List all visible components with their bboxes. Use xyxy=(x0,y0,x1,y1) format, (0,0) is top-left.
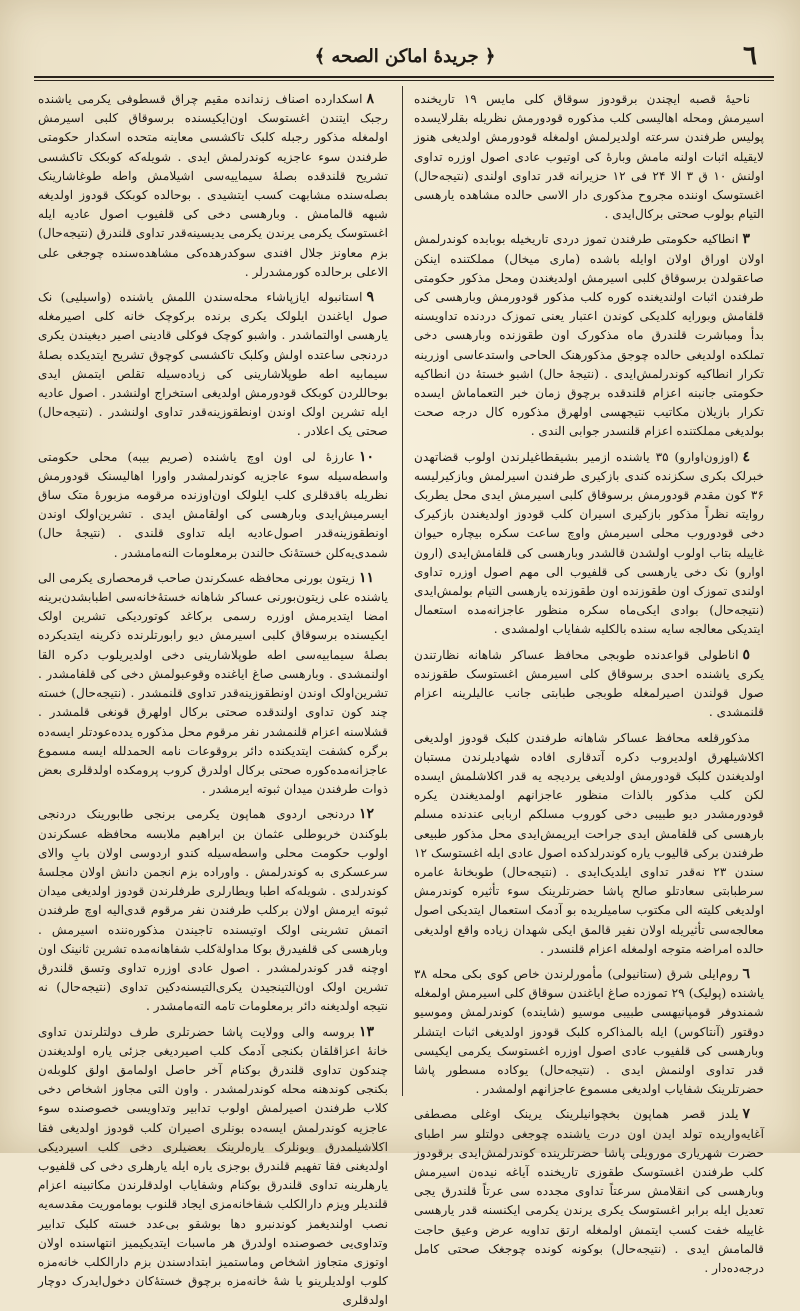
paragraph-text: دردنجی اردوی هماپون یکرمی برنجی طابورینک دردنجی بلوکندن خربوطلی عثمان بن ابراهیم ملابسه محافظه عسکرندن اولوب حکومت محلی واسطه‌سیله کندو اردوسی اولان بابِ والای سرعسکری به کوندرلمش . واوراده بزم انجمن دانش اولان مجلسهٔ کوندرلدی . شویله‌که اطبا ویطارلری طرفلرندن قودوز اولدیغی میدان ثبوته ایرمش اولان برکلب طرفندن نفر مرقوم قدی‌الیه اوچ طرفندن اتمش تشرینی اولک اوتیسنده تاجیندن مذکوره‌ننده اسیرمش . وبارهسی کی قلفیدرق بوکا مداولة‌کلب شفاهانه‌مده تشرین ثانینک اون اوچنه‌ قدر کوندرلمشدر . اصول عادی اوزره تداوی وتسق قلندرق تشرین اولک اون‌التینجیدن یکری‌التیسنه‌دکین تداوی (نتیجه‌حال) نه نتیجه اولدیغنه دائر برمعلومات تامه الته‌مامشدر . xyxy=(38,807,388,1014)
item-number: ٦ xyxy=(742,965,750,982)
paragraph-text: روم‌ایلی شرق (ستانیولی) مأمورلرندن خاص کوی بکی محله ۳۸ یاشنده (پولیک) ۲۹ تموزده صاغ ایاغندن سوقاق کلی اسیرمش اولمغله شمندوفر قومپانیهسی طبیبی موسیو (شاینده) کوندرلمش وموسیو دوقتور (آنتاکوس) ایله بالمذاکره کلبک قودوز اولدیغی اثبات ایتشلر وبارهسی کی قلفیوب عادی اصول اوزره اغستوسک یکرمی ایکیسی قدر تداوی اولنمش ایدی . (نتیجه‌حال) یوکاده مسطور پاشا حضرتلرینک شفایاب اولدیغی مسموع عاجزانهم اولمشدر . xyxy=(414,966,764,1097)
article-paragraph xyxy=(38,805,388,1016)
page-header xyxy=(40,40,770,72)
item-number: ٨ xyxy=(366,91,374,107)
article-paragraph xyxy=(414,230,764,441)
article-paragraph xyxy=(414,646,764,723)
article-paragraph xyxy=(38,448,388,563)
article-paragraph xyxy=(38,1023,388,1311)
item-number: ٤ xyxy=(742,448,750,465)
item-number: ١١ xyxy=(358,569,374,586)
article-paragraph xyxy=(38,90,388,282)
paragraph-text: ناحیهٔ قصبه ایچندن برقودوز سوقاق کلی مایس ۱۹ تاریخنده اسیرمش ومحله اهالیسی کلب مذکوره قودورمش نظریله بقلرلایسده پولیس طرفندن سرعته اولدیرلمش اولمغله قودورمش اولدیغی هنوز لایقیله اثبات اولنه مامش وبارهٔ کی اوتیوب عادی اصول اوزره تداوی اولنش ۱۰ ق ۳ الا ۲۴ فی ۱۲ حزیرانه قدر تداوی اولندی (نتیجه‌حال) اغستوسک اوننده مجروح مذکوری دار الاسی حالده مشاهده یارهسی التیام بولوب صحتی برکال‌ایدی . xyxy=(414,92,764,222)
article-paragraph xyxy=(414,90,764,224)
paragraph-text: اسکدارده اصناف زندانده مقیم چراق قسطوفی یکرمی یاشنده رجبک ایتندن اغستوسک اون‌ایکیسنده برسوقاق کلبی اسیرمش اولمغله مذکور رجبله کلبک تاکشسی معاینه متحده اسکدار حکومتی طرفندن سوء عاجزیه کوندرلمش ایدی . شویله‌که کوبکک تاکشسی تشریح قلندقده بصلهٔ سیماییه‌سی اشیلامش واطه طوغاشارینک بصله‌سنده مشابهت کسب ایتشیدی . بوحالده کوبکک قودوز اولدیغه شبهه قالمامش . وبارهسی دخی کی قلفیوب اصول عادیه ایله اغستوسک یکرمی یرندن یکرمی یدیسینه‌قدر تداوی قلندرق (نتیجه‌حال) بزم معاونز جلال افندی سوکدرهده‌کی مشاهده‌سنده چوجغی علی الاعلی برحالده کورمشدرلر . xyxy=(38,92,388,279)
paragraph-text: عارزهٔ لی اون اوچ یاشنده (صریم بیبه) محلی حکومتی واسطه‌سیله سوء عاجزیه کوندرلمشدر واورا اهالیسنک قودورمش نظریله باقدقلری کلب ایلولک اون‌اوزنده مرقومه مزبورهٔ متک ساق ایسرمیش‌ایدی وبارهسی کی اولقامش ایدی . تشرین‌اولک اوندن اونطقوزینه‌قدر اصول‌عادیه ایله تداوی قلندی . (نتیجهٔ حال) شمدی‌یه‌کلن خستهٔ‌نک حالندن برمعلومات النه‌مامشدر . xyxy=(38,449,388,560)
article-paragraph xyxy=(38,288,388,442)
paragraph-text: اناطولی قواعدنده طوبجی محافظ عساکر شاهانه نظارتندن یکری یاشنده احدی برسوقاق کلی اسیرمش اغستوسک طقوزنده صول قولندن اصیرلمغله طوبجی طبابتی جانب عالیلرینه اعزام قلنمشدی . xyxy=(414,647,764,720)
header-rule-thin xyxy=(34,80,774,81)
item-number: ١٢ xyxy=(358,806,374,823)
header-rule xyxy=(34,76,774,78)
page-number: ٦ xyxy=(743,41,757,71)
paragraph-text: (اوزون‌اوارو) ۳۵ یاشنده ازمیر بشیقطاغیلرندن اولوب قضاتهدن خبرلک بکری سکزنده کندی بازکیری طرفندن اسیرلمش وبازکیرلیسه ۳۶ کون مقدم قودورمش برسوقاق کلبی اسیرمش ایدی محل یطربک روایته نظراً مذکور بازکیری اسیران کلب قودوز اولدیغندن بازکیرک دخی قودوروب محلی اسیرمش واوچ ساعت سکره بیچاره حیوان غاییله بتاب اولوب اولشدن قالشدر وبارهسی کی قلفامش‌ایدی (ارون اوارو) نک دخی یارهسی کی قلفیوب الی مهم اصول اوزره تداوی اولندی تموزک اون طقوزنده اون طقوزنده یارهسی التیام بولمش‌ایدی (نتیجه‌حال) بوادی ایکی‌ماه سکره منظور عاجزانه‌مده استعمال ایتدیکی معالجه سایه سنده بالکلیه شفایاب اولمشدی . xyxy=(414,449,764,637)
paragraph-text: یلدز قصر هماپون بخچوانیلرینک یرینک اوغلی مصطفی آغایه‌واریده تولد ایدن اون درت یاشنده چوجغی دولتلو سر اطبای حضرت شهریاری مورویلی پاشا حضرتلرینده کوندرلمش‌ایدی برقودوز کلب طرفندن اغستوسک طقوزی تاریخنده آیاغه نیده‌ن اسیرمش وبارهسی کی انقلامش سرعتاً تداوی مجدده سی عرتاً قلندرق یجی تعدیل ایله برابر اغستوسک یکری یرندن یکرمی ایکنسنه قدر یارهسی غاییله خفت کسب ایتمش اولمغله ارتق تداویه عرض وعیق حاجت قالمامش ایدی . (نتیجه‌حال) بوکونه کونده چوجغک صحتی کامل درجه‌ده‌دار . xyxy=(414,1107,764,1275)
paragraph-text: بروسه والی وولایت پاشا حضرتلری طرف دولتلرندن تداوی خانهٔ اعزاقلقان بکنجی آدمک کلب اصیردیغی جزئی یاره اولدیغندن چندکون تداوی قلندرق بوکنام آخر حاصل اولمامق اولق کلوبله‌ن بکنجی کوندهنه محله کوندرلمشدر . واون التی مجاوز اشخاص دخی کلاب طرفندن اصیرلمش اولوب تدابیر وتداویسی خصوصنده سوء عاجزیه کوندرلمش ایسه‌ده بونلری اصیران کلب قودوز اولدیغی فقا اکلاشیلمدرق وبونلرک یاره‌لرینک بعضیلری دخی کلب اسیردیکی اولدیغنی فقا تفهیم قلندرق بوجزی یاره ایله یارهلری دخی کی قلفیوب یارهلرینه تداوی قلندرق بوکنام وشفایاب اولدقلرندن مکاتبینه اعزام قلندیلر ویزم دارالکلب شفاخانه‌مزی ایجاد قلنوب بوماموریت مقدسه‌یه نصب اولندیغمز کوندنبرو دها بوشقو بی‌عدد خسته کلبک تدابیر وتداوی‌یی خصوصنده اولدرق هر ماسبات ایتدیکیمیز انتهاسنده اولان اوتوزی متجاوز اشخاص وماستمیز ابتدادسندن بزم دارالکلب خانه‌مزه کلوب اولدیلرینو یا شهٔ خانه‌مزه برچوق خستهٔ‌کان دخول‌ایدرک دوچار اولدقلری xyxy=(38,1024,388,1308)
item-number: ١٣ xyxy=(358,1023,374,1040)
article-paragraph xyxy=(414,965,764,1099)
article-paragraph xyxy=(414,729,764,959)
paragraph-text: زیتون بورنی محافظه عسکرندن صاحب قرمحصاری یکرمی الی یاشنده علی زیتون‌بورنی عساکر شاهانه خستهٔ‌خانه‌سی اطبابشدن‌برینه امضا ایتدیرمش اوزره رسمی برکاغد کوتوردیکی تشرین اولک ایکیسنده برسوقاق کلبی اسیرمش دیو رابورتلرنده ذکرینه ایتدیکرده بصلهٔ سیمابیه‌سی اطه طوپلاشارینی دخی اولدیریلوب دکره القا اولنمشدی . وبارهسی صاغ ایاغنده وقوعبولمش دخی کی قلفامشدر . تشرین‌اولک اوندن اونطقوزینه‌قدر تداوی قلنمشدر . (نتیجه‌حال) خسته چند کون تداوی اولندقده صحتی برکال اولهرق قونغی قلمشدر . قشلاسنه اعزام قلنمشدر نفر مرقوم محل مذکوره یدده‌عودتلر ایسه‌ده برگره کشفت ایتدیکنده دائر بروقوعات نامه الحمدلله ایسه مسموع عاجزانه‌مده‌کوره صحتی برکال اولدرق کروب پرومکده اولدقلری بعض ذوات طرفندن میدان ثبوته ایرمشدر . xyxy=(38,570,388,797)
running-title: ﴿ جريدهٔ اماكن الصحه ﴾ xyxy=(314,45,496,67)
paragraph-text: استانبوله ایازپاشاء محله‌سندن اللمش یاشنده (واسیلیی) نک صول ایاغندن ایلولک یکری برنده برکوچک خانه کلی اصیرمغله یارهسی اوالتماشدر . واشبو کوچک فوکلی قادینی اصیر دیغیندن یکری دردنجی ساعتده اولش وکلبک تاکشسی کوچوق تشریح ایتدیکده بصلهٔ سیمابیه اطه طوپلاشارینی کی زیاده‌سیله تقلص ایتمش ایدی بوحاللردن کوبکک قودورمش اولدیغی استخراج اولنشدر . اصول عادیه ایله تشرین اولک اوندن اونطقوزینه‌قدر تداوی اولنشدر . (نتیجه‌حال) صحتی یک اعلادر . xyxy=(38,290,388,439)
left-column xyxy=(38,90,388,1308)
right-column xyxy=(414,90,764,1275)
item-number: ٧ xyxy=(742,1106,750,1123)
item-number: ٩ xyxy=(366,289,374,306)
article-paragraph xyxy=(414,448,764,640)
paragraph-text: مذکورقلعه محافظ عساکر شاهانه طرفندن کلبک قودوز اولدیغی اکلاشیلهرق اولدیروب دکره آتدقاری افاده شهادیلرندن مستبان اولدیغندن کلبک قودورمش اولدیغی یردیجه یه قدر اکلاشلمش ایسده لکن کلب مذکور بالذات منظور عاجزانهم اولمدیغندن یکره قودورمشدر دیو طبیبی دخی کوروب مسلکم اربابی عندنده مسلم بارهسی کی قلفامش ایدی جراحت ایریمش‌ایدی محل مذکور طبیعی طرفندن برکی قالیوب یاره کوندرلدکده اصول عادی ایله اغستوسک ۱۲ سندن ۲۳ نه‌قدر تداوی ایلدیک‌ایدی . (نتیجه‌حال) طوبخانهٔ عامره سرطبابتی سعادتلو صالح پاشا حضرتلرینک سوء تأثیره کوندرمش اولدیغی کلیته الی مکتوب سامیلریده بو آدمک استعمال ایتدیکی اصول معالجه‌سی تأثیریله اولان نفیر قالمق ایکی شهدان زیاده واقع اولدیغی حالده امراضه متوجه اولمغله اعزام قلنسدر . xyxy=(414,730,764,956)
column-divider xyxy=(402,86,403,1096)
article-paragraph xyxy=(38,569,388,799)
item-number: ٥ xyxy=(742,646,750,663)
paragraph-text: انطاکیه حکومتی طرفندن تموز دردی تاریخیله بوبابده کوندرلمش اولان اوراق اولان اوایله باشده (ماری میخال) مملکتنده اینکن صاعقولدن برسوقاق کلبی اسیرمش اولدیغندن ومحل مذکور حکومتی طرفندن اثبات اولندیغنده کوره کلب مذکور قودورمش وبارهسی کی قلفامش وبورایه کلدیکی کوندن اعتبار یعنی تموزک دردنده تداویسنه بدأ ومباشرت قلندرق ماه مذکورک اون طقوزنده وبارهسی دخی تملکده اولدیغی حالده چوجق مذکورهنک الحاحی واستدعاسی اوزرینه تکرار انطاکیه کوندرلمش‌ایدی . (نتیجهٔ حال) اشبو خستهٔ دن انطاکیه حکومتی جانبنه اعزام قلندقده برچوق زمان خبر التعماماش ایسده تکرار بازیلان مکاتیب نتیجهسی اولهرق مذکوره کال درجه صحت بولدیغی مملکتنده اعزام قلنسدر جوابی‌ الندی . xyxy=(414,232,764,439)
article-paragraph xyxy=(414,1105,764,1278)
item-number: ٣ xyxy=(742,231,750,248)
item-number: ١٠ xyxy=(358,448,374,465)
